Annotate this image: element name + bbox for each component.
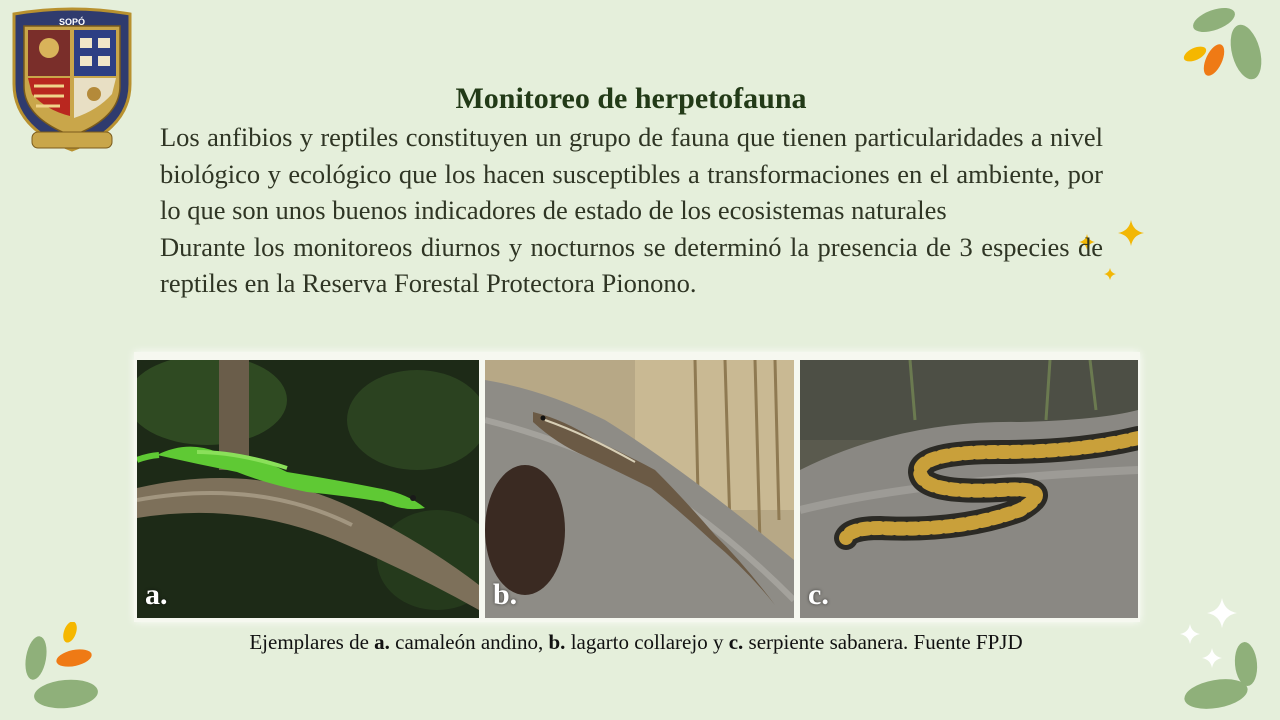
photo-snake: [800, 360, 1138, 618]
photo-brown-lizard: [485, 360, 794, 618]
caption-text-b: lagarto collarejo y: [565, 630, 729, 654]
snake-icon: [800, 360, 1138, 618]
crest-text: SOPÓ: [58, 17, 86, 27]
brown-lizard-icon: [485, 360, 794, 618]
caption-label-a: a.: [374, 630, 390, 654]
green-lizard-icon: [137, 360, 479, 618]
caption-label-c: c.: [728, 630, 744, 654]
municipal-crest-logo: [6, 6, 138, 156]
figure-caption: [0, 630, 1272, 655]
caption-label-b: b.: [548, 630, 566, 654]
caption-text-c: serpiente sabanera. Fuente FPJD: [743, 630, 1023, 654]
photo-strip: [134, 352, 1140, 622]
caption-text-a: camaleón andino,: [389, 630, 549, 654]
body-text: [160, 119, 1103, 302]
slide-title: Monitoreo de herpetofauna: [455, 82, 807, 115]
photo-green-lizard: [137, 360, 479, 618]
photo-label: b.: [493, 578, 518, 611]
paragraph: Durante los monitoreos diurnos y nocturnos se determinó la presencia de 3 especies de reptiles en la Reserva Forestal Protectora Pionono.: [160, 231, 1103, 298]
caption-prefix: Ejemplares de: [249, 630, 375, 654]
sparkle-icon: [1104, 268, 1116, 280]
sparkle-icon: [1207, 598, 1237, 628]
photo-label: a.: [145, 578, 168, 611]
paragraph: Los anfibios y reptiles constituyen un grupo de fauna que tienen particularidades a nivel biológico y ecológico que los hacen susceptibles a transformaciones en el ambiente, por lo que son unos buenos indicadores de estado de los ecosistemas naturales: [160, 122, 1103, 225]
sparkle-icon: [1118, 220, 1144, 246]
photo-label: c.: [808, 578, 829, 611]
